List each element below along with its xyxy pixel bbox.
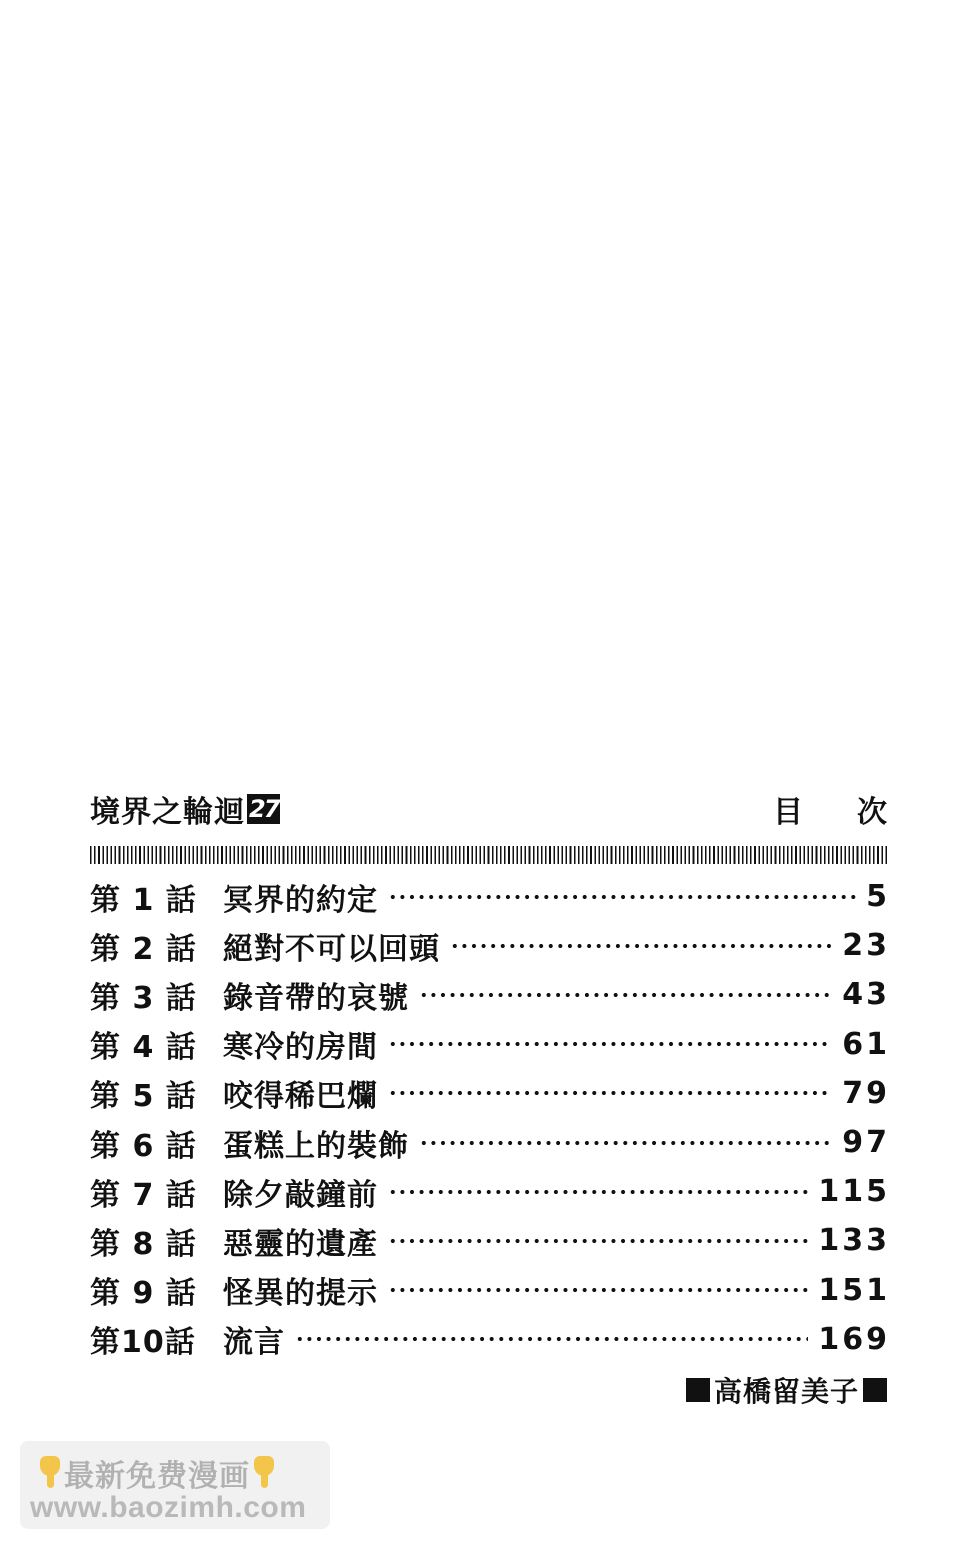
author-name: 高橋留美子	[713, 1375, 859, 1408]
chapter-title: 咬得稀巴爛	[223, 1079, 378, 1115]
chapter-row[interactable]	[90, 921, 890, 970]
chapter-row[interactable]	[90, 1020, 890, 1069]
chapter-page: 5	[866, 879, 890, 915]
chapter-title: 冥界的約定	[223, 882, 378, 918]
chapter-title: 惡靈的遺產	[223, 1226, 378, 1262]
dot-leader	[388, 1090, 832, 1096]
volume-badge: 27	[249, 795, 279, 823]
chapter-row[interactable]	[90, 1266, 890, 1315]
watermark-url[interactable]: www.baozimh.com	[30, 1491, 307, 1524]
dot-leader	[388, 1287, 808, 1293]
chapter-page: 97	[842, 1125, 890, 1161]
chapter-row[interactable]	[90, 1069, 890, 1118]
chapter-row[interactable]	[90, 1167, 890, 1216]
chapter-list	[90, 872, 890, 1364]
chapter-number: 第 9 話	[90, 1276, 197, 1312]
chapter-page: 23	[842, 928, 890, 964]
watermark-banner	[36, 1451, 278, 1495]
chapter-number: 第 7 話	[90, 1177, 197, 1213]
dot-leader	[419, 992, 832, 998]
chapter-page: 61	[842, 1026, 890, 1062]
chapter-title: 絕對不可以回頭	[223, 931, 440, 967]
dot-leader	[450, 943, 832, 949]
watermark-text: 最新免费漫画	[64, 1460, 250, 1493]
pointing-hand-icon	[250, 1456, 278, 1490]
chapter-number: 第10話	[90, 1325, 196, 1361]
chapter-page: 115	[818, 1174, 890, 1210]
chapter-row[interactable]	[90, 872, 890, 921]
chapter-row[interactable]	[90, 1315, 890, 1364]
chapter-page: 79	[842, 1075, 890, 1111]
dot-leader	[295, 1336, 808, 1342]
chapter-number: 第 3 話	[90, 980, 197, 1016]
chapter-title: 怪異的提示	[223, 1276, 378, 1312]
chapter-row[interactable]	[90, 970, 890, 1019]
chapter-title: 寒冷的房間	[223, 1030, 378, 1066]
chapter-number: 第 1 話	[90, 882, 197, 918]
chapter-page: 133	[818, 1223, 890, 1259]
chapter-title: 流言	[223, 1325, 285, 1361]
header-rule	[90, 846, 887, 864]
series-title	[90, 787, 280, 831]
chapter-number: 第 8 話	[90, 1226, 197, 1262]
series-title-text: 境界之輪迴	[90, 795, 245, 830]
chapter-row[interactable]	[90, 1216, 890, 1265]
site-watermark[interactable]	[20, 1441, 330, 1529]
chapter-number: 第 2 話	[90, 931, 197, 967]
chapter-row[interactable]	[90, 1118, 890, 1167]
dot-leader	[388, 894, 856, 900]
chapter-title: 錄音帶的哀號	[223, 980, 409, 1016]
dot-leader	[388, 1189, 808, 1195]
chapter-number: 第 5 話	[90, 1079, 197, 1115]
chapter-page: 151	[818, 1272, 890, 1308]
chapter-number: 第 4 話	[90, 1030, 197, 1066]
chapter-title: 蛋糕上的裝飾	[223, 1128, 409, 1164]
square-icon	[863, 1378, 887, 1402]
dot-leader	[419, 1140, 832, 1146]
dot-leader	[388, 1238, 808, 1244]
toc-header	[90, 788, 941, 830]
chapter-title: 除夕敲鐘前	[223, 1177, 378, 1213]
table-of-contents	[90, 788, 941, 1364]
chapter-number: 第 6 話	[90, 1128, 197, 1164]
square-icon	[686, 1378, 710, 1402]
pointing-hand-icon	[36, 1456, 64, 1490]
dot-leader	[388, 1041, 832, 1047]
toc-heading: 目次	[773, 795, 941, 830]
author-credit	[686, 1370, 887, 1410]
chapter-page: 43	[842, 977, 890, 1013]
chapter-page: 169	[818, 1321, 890, 1357]
